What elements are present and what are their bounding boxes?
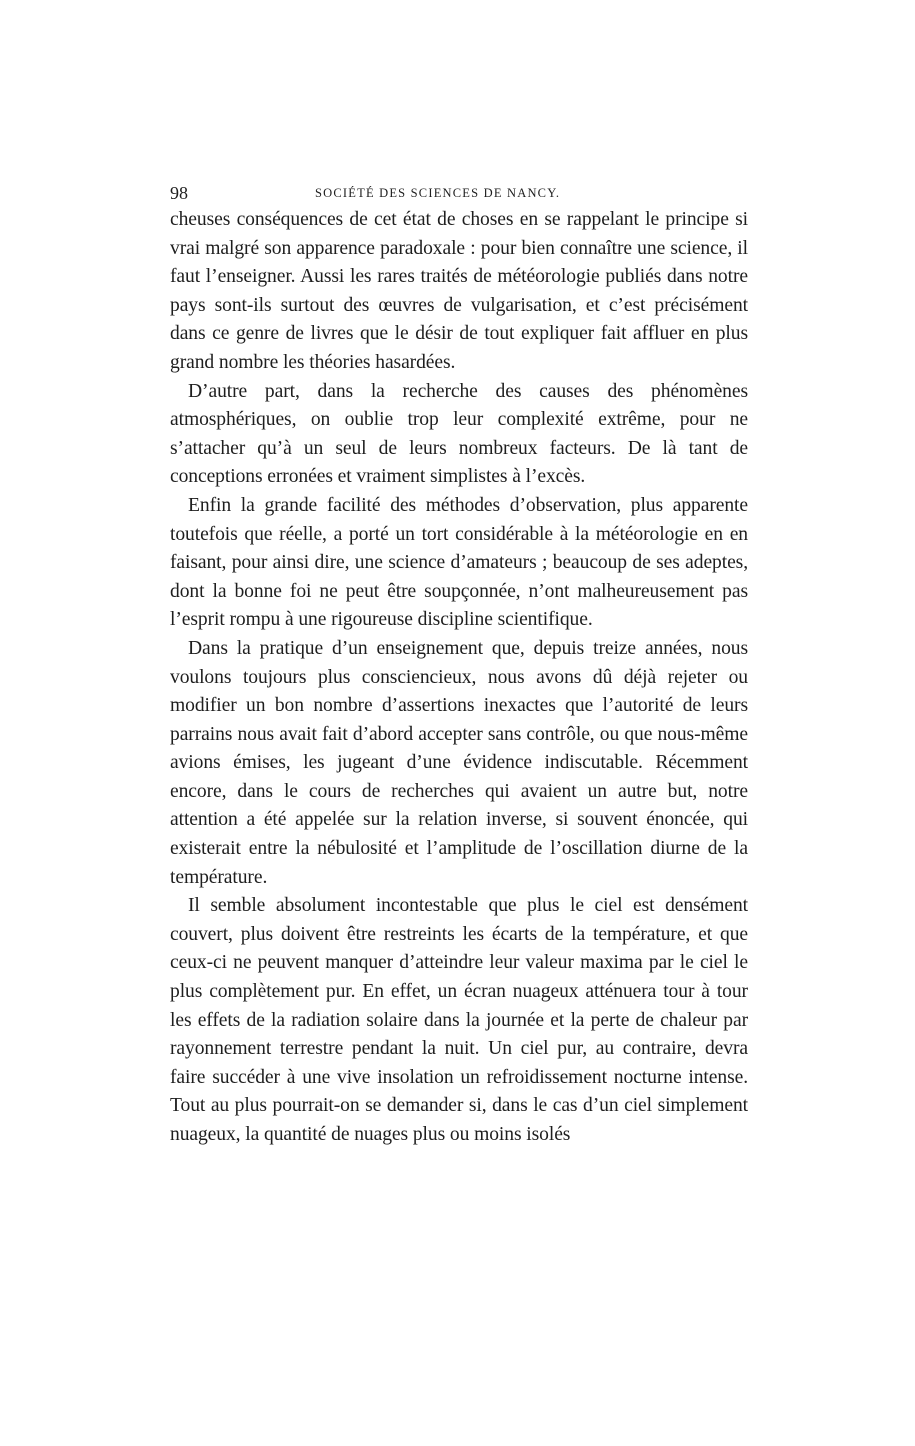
running-head: SOCIÉTÉ DES SCIENCES DE NANCY. [315, 186, 561, 200]
paragraph: Enfin la grande facilité des méthodes d’observation, plus apparente toutefois que réelle, a porté un tort considérable à la météorologie en en faisant, pour ainsi dire, une science d’amateurs ; beaucoup de ses adeptes, dont la bonne foi ne peut être soupçonnée, n’ont malheureusement pas l’esprit rompu à une rigoureuse discipline scientifique. [170, 494, 748, 631]
paragraph: D’autre part, dans la recherche des causes des phénomènes atmosphériques, on oublie trop leur complexité extrême, pour ne s’attacher qu’à un seul de leurs nombreux facteurs. De là tant de conceptions erronées et vraiment simplistes à l’excès. [170, 380, 748, 488]
page-number: 98 [170, 183, 188, 203]
book-page [170, 180, 748, 1150]
page-header [170, 180, 748, 206]
paragraph: Il semble absolument incontestable que plus le ciel est densément couvert, plus doivent être restreints les écarts de la température, et que ceux-ci ne peuvent manquer d’atteindre leur valeur maxima par le ciel le plus complètement pur. En effet, un écran nuageux atténuera tour à tour les effets de la radiation solaire dans la journée et la perte de chaleur par rayonnement terrestre pendant la nuit. Un ciel pur, au contraire, devra faire succéder à une vive insolation un refroidissement nocturne intense. Tout au plus pourrait-on se demander si, dans le cas d’un ciel simplement nuageux, la quantité de nuages plus ou moins isolés [170, 895, 748, 1145]
body-text [170, 206, 748, 1150]
paragraph: Dans la pratique d’un enseignement que, depuis treize années, nous voulons toujours plus consciencieux, nous avons dû déjà rejeter ou modifier un bon nombre d’assertions inexactes que l’autorité de leurs parrains nous avait fait d’abord accepter sans contrôle, ou que nous-même avions émises, les jugeant d’une évidence indiscutable. Récemment encore, dans le cours de recherches qui avaient un autre but, notre attention a été appelée sur la relation inverse, si souvent énoncée, qui existerait entre la nébulosité et l’amplitude de l’oscillation diurne de la température. [170, 637, 748, 888]
paragraph: cheuses conséquences de cet état de choses en se rappelant le principe si vrai malgré son apparence paradoxale : pour bien connaître une science, il faut l’enseigner. Aussi les rares traités de météorologie publiés dans notre pays sont-ils surtout des œuvres de vulgarisation, et c’est précisément dans ce genre de livres que le désir de tout expliquer fait affluer en plus grand nombre les théories hasardées. [170, 209, 748, 373]
